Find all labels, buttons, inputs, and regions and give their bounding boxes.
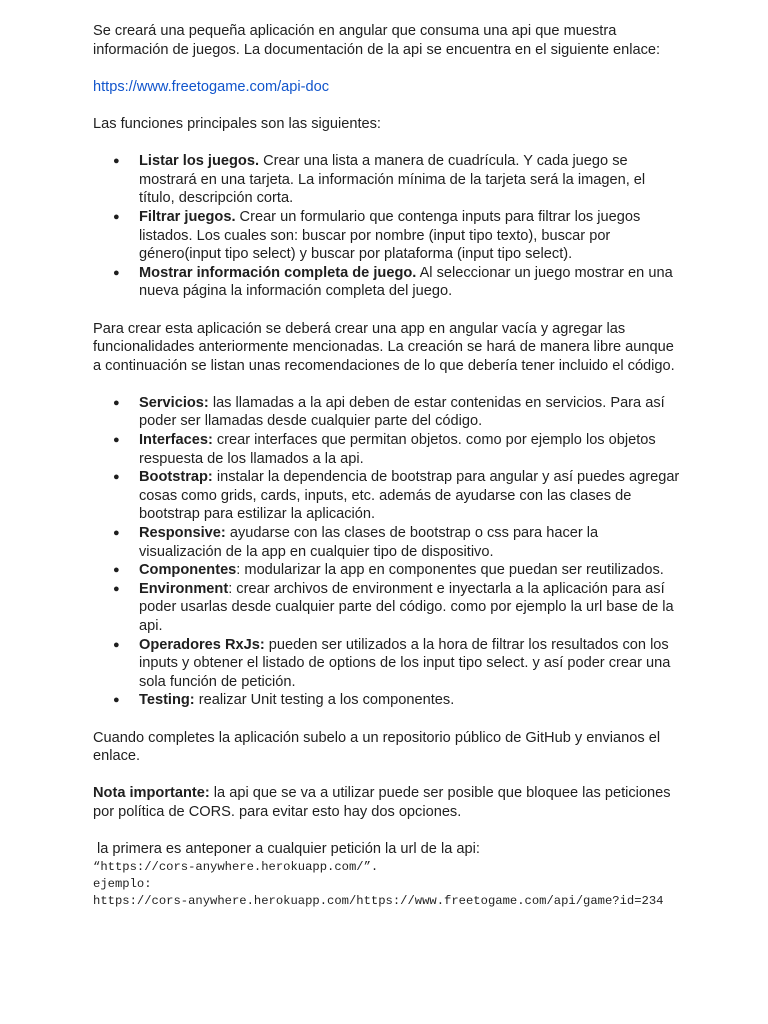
item-title: Testing: <box>139 692 195 709</box>
item-text: : crear archivos de environment e inyectarla a la aplicación para así poder usarlas desde cualquier parte del código. como por ejemplo la url base de la api. <box>139 580 674 634</box>
list-item <box>93 561 683 580</box>
list-item <box>93 431 683 468</box>
item-title: Responsive: <box>139 525 226 542</box>
list-item <box>93 152 683 208</box>
item-text: Al seleccionar un juego mostrar en una nueva página la información completa del juego. <box>139 264 673 300</box>
intro-paragraph: Se creará una pequeña aplicación en angular que consuma una api que muestra información de juegos. La documentación de la api se encuentra en el siguiente enlace: <box>93 23 661 58</box>
list-item <box>93 264 683 301</box>
item-text: instalar la dependencia de bootstrap para angular y así puedes agregar cosas como grids, cards, inputs, etc. además de ayudarse con las clases de bootstrap para estilizar la aplicación. <box>139 469 680 523</box>
code-line: https://cors-anywhere.herokuapp.com/https://www.freetogame.com/api/game?id=234 <box>93 893 664 908</box>
item-text: Crear una lista a manera de cuadrícula. Y cada juego se mostrará en una tarjeta. La información mínima de la tarjeta será la imagen, el título, descripción corta. <box>139 153 646 207</box>
list-item <box>93 468 683 524</box>
item-text: realizar Unit testing a los componentes. <box>194 692 455 709</box>
list-item <box>93 580 683 636</box>
note-title: Nota importante: <box>93 785 210 802</box>
list-item <box>93 691 683 710</box>
note-text: la api que se va a utilizar puede ser posible que bloquee las peticiones por política de CORS. para evitar esto hay dos opciones. <box>93 785 671 820</box>
item-text: las llamadas a la api deben de estar contenidas en servicios. Para así poder ser llamadas desde cualquier parte del código. <box>139 394 665 430</box>
item-text: ayudarse con las clases de bootstrap o css para hacer la visualización de la app en cualquier tipo de dispositivo. <box>139 525 599 560</box>
creation-paragraph: Para crear esta aplicación se deberá crear una app en angular vacía y agregar las funcionalidades anteriormente mencionadas. La creación se hará de manera libre aunque a continuación se listan unas recomendaciones de lo que debería tener incluido el código. <box>93 320 675 374</box>
list-item <box>93 394 683 431</box>
item-title: Filtrar juegos. <box>139 208 236 225</box>
item-text: Crear un formulario que contenga inputs para filtrar los juegos listados. Los cuales son: buscar por nombre (input tipo texto), buscar por género(input tipo select) y buscar por plataforma (input tipo select). <box>139 208 641 263</box>
note-paragraph <box>93 784 683 821</box>
item-text: : modularizar la app en componentes que puedan ser reutilizados. <box>236 562 664 579</box>
item-title: Componentes <box>139 562 237 579</box>
option-first: la primera es anteponer a cualquier petición la url de la api: <box>97 841 480 858</box>
code-line: “https://cors-anywhere.herokuapp.com/”. <box>93 859 379 874</box>
api-doc-link[interactable]: https://www.freetogame.com/api-doc <box>93 78 330 95</box>
item-title: Mostrar información completa de juego. <box>139 264 417 281</box>
functions-heading: Las funciones principales son las siguientes: <box>93 115 381 132</box>
list-item <box>93 208 683 264</box>
functions-list <box>93 152 683 301</box>
code-line: ejemplo: <box>93 876 152 891</box>
item-title: Environment <box>139 580 229 597</box>
item-text: pueden ser utilizados a la hora de filtrar los resultados con los inputs y obtener el listado de options de los input tipo select. y así poder crear una sola función de petición. <box>139 636 671 690</box>
item-title: Bootstrap: <box>139 469 213 486</box>
list-item <box>93 524 683 561</box>
document-page <box>93 22 683 910</box>
item-title: Interfaces: <box>139 432 213 449</box>
item-title: Operadores RxJs: <box>139 636 265 653</box>
recommendations-list <box>93 394 683 710</box>
completion-paragraph: Cuando completes la aplicación subelo a un repositorio público de GitHub y envianos el enlace. <box>93 729 661 765</box>
item-text: crear interfaces que permitan objetos. como por ejemplo los objetos respuesta de los llamados a la api. <box>139 432 656 467</box>
item-title: Servicios: <box>139 394 209 411</box>
list-item <box>93 636 683 692</box>
item-title: Listar los juegos. <box>139 153 260 170</box>
